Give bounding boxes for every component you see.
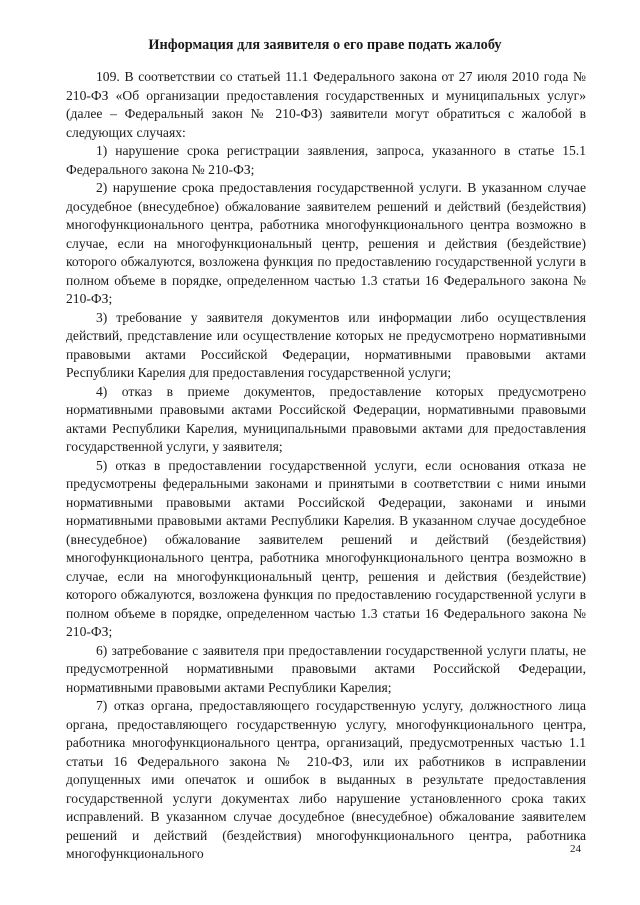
paragraph: 109. В соответствии со статьей 11.1 Федерального закона от 27 июля 2010 года № 210-ФЗ «Об организации предоставления государственных и муниципальных услуг» (далее – Федеральный закон № 210-ФЗ) заявители могут обратиться с жалобой в следующих случаях:: [66, 69, 586, 140]
document-title: Информация для заявителя о его праве подать жалобу: [148, 37, 502, 53]
paragraph: 5) отказ в предоставлении государственной услуги, если основания отказа не предусмотрены федеральными законами и принятыми в соответствии с ними иными нормативными правовыми актами Российской Федерации, законами и иными нормативными правовыми актами Республики Карелия. В указанном случае досудебное (внесудебное) обжалование заявителем решений и действий (бездействия) многофункционального центра, работника многофункционального центра возможно в случае, если на многофункциональный центр, решения и действия (бездействие) которого обжалуются, возложена функция по предоставлению государственной услуги в полном объеме в порядке, определенном частью 1.3 статьи 16 Федерального закона № 210-ФЗ;: [66, 457, 586, 639]
page-number: 24: [570, 843, 581, 855]
paragraph: 1) нарушение срока регистрации заявления, запроса, указанного в статье 15.1 Федерального закона № 210-ФЗ;: [66, 143, 586, 177]
document-body: [66, 68, 586, 864]
paragraph: 4) отказ в приеме документов, предоставление которых предусмотрено нормативными правовыми актами Российской Федерации, нормативными правовыми актами Республики Карелия, муниципальными правовыми актами для предоставления государственной услуги, у заявителя;: [66, 383, 586, 454]
paragraph: 6) затребование с заявителя при предоставлении государственной услуги платы, не предусмотренной нормативными правовыми актами Российской Федерации, нормативными правовыми актами Республики Карелия;: [66, 642, 586, 695]
paragraph: 3) требование у заявителя документов или информации либо осуществления действий, представление или осуществление которых не предусмотрено нормативными правовыми актами Российской Федерации, нормативными правовыми актами Республики Карелия для предоставления государственной услуги;: [66, 309, 586, 380]
paragraph: 2) нарушение срока предоставления государственной услуги. В указанном случае досудебное (внесудебное) обжалование заявителем решений и действий (бездействия) многофункционального центра, работника многофункционального центра возможно в случае, если на многофункциональный центр, решения и действия (бездействие) которого обжалуются, возложена функция по предоставлению государственной услуги в полном объеме в порядке, определенном частью 1.3 статьи 16 Федерального закона № 210-ФЗ;: [66, 180, 586, 306]
paragraph: 7) отказ органа, предоставляющего государственную услугу, должностного лица органа, предоставляющего государственную услугу, многофункционального центра, работника многофункционального центра, организаций, предусмотренных частью 1.1 статьи 16 Федерального закона № 210-ФЗ, или их работников в исправлении допущенных ими опечаток и ошибок в выданных в результате предоставления государственной услуги документах либо нарушение установленного срока таких исправлений. В указанном случае досудебное (внесудебное) обжалование заявителем решений и действий (бездействия) многофункционального центра, работника многофункционального: [66, 698, 586, 861]
